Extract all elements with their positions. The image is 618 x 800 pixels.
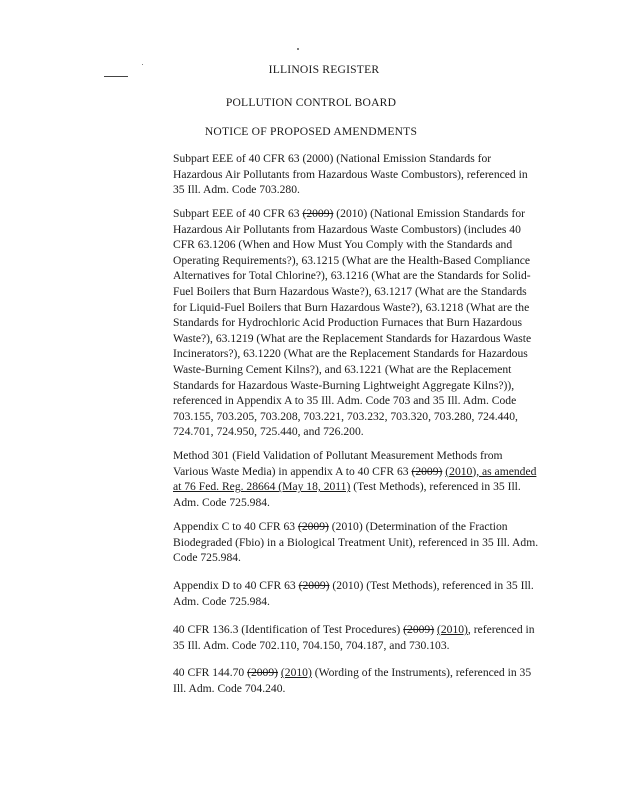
register-title: ILLINOIS REGISTER [268,63,380,76]
paragraph-text: Appendix D to 40 CFR 63 [173,579,299,592]
paragraph-text: (Test Methods), referenced in 35 Ill. Adm. Code 725.984. [173,480,521,509]
paragraph-text: Subpart EEE of 40 CFR 63 (2000) (National Emission Standards for Hazardous Air Pollutants from Hazardous Waste Combustors), referenced in 35 Ill. Adm. Code 703.280. [173,152,528,197]
paragraph-text: (2010) (Test Methods), referenced in 35 Ill. Adm. Code 725.984. [173,579,534,608]
scan-speck [297,48,299,50]
reference-paragraph [173,578,539,609]
board-name: POLLUTION CONTROL BOARD [225,96,397,109]
paragraph-text: (Wording of the Instruments), referenced in 35 Ill. Adm. Code 704.240. [173,666,532,695]
deleted-text: (2009) [297,520,329,533]
paragraph-text: Subpart EEE of 40 CFR 63 [173,207,303,220]
reference-paragraph [173,448,539,510]
deleted-text: (2009) [302,207,334,220]
deleted-text: (2009) [298,579,330,592]
reference-paragraph [173,519,539,566]
deleted-text: (2009) [411,464,443,478]
paragraph-text: Method 301 (Field Validation of Pollutant Measurement Methods from Various Waste Media) in appendix A to 40 CFR 63 [173,449,503,478]
paragraph-text: 40 CFR 144.70 [173,666,248,679]
reference-paragraph [173,151,539,198]
paragraph-text: (2010) (Determination of the Fraction Biodegraded (Fbio) in a Biological Treatment Unit), referenced in 35 Ill. Adm. Code 725.984. [173,520,539,565]
paragraph-text: 40 CFR 136.3 (Identification of Test Procedures) [173,623,404,636]
inserted-text: (2010) [280,666,312,679]
reference-paragraph [173,206,539,440]
inserted-text: (2010), as amended at 76 Fed. Reg. 28664 (May 18, 2011) [173,464,537,494]
paragraph-text: Appendix C to 40 CFR 63 [173,520,298,533]
paragraph-text: , referenced in 35 Ill. Adm. Code 702.110, 704.150, 704.187, and 730.103. [173,623,535,652]
notice-title: NOTICE OF PROPOSED AMENDMENTS [204,125,418,138]
reference-paragraph [173,665,539,696]
deleted-text: (2009) [247,666,279,679]
inserted-text: (2010) [437,623,468,636]
paragraph-text: (2010) (National Emission Standards for Hazardous Air Pollutants from Hazardous Waste Combustors) (includes 40 CFR 63.1206 (When and How Must You Comply with the Standards and Operating Requirements?), 63.1215 (What are the Health-Based Compliance Alternatives for Total Chlorine?), 63.1216 (What are the Standards for Solid-Fuel Boilers that Burn Hazardous Waste?), 63.1217 (What are the Standards for Liquid-Fuel Boilers that Burn Hazardous Waste?), 63.1218 (What are the Standards for Hydrochloric Acid Production Furnaces that Burn Hazardous Waste?), 63.1219 (What are the Replacement Standards for Hazardous Waste Incinerators?), 63.1220 (What are the Replacement Standards for Hazardous Waste-Burning Cement Kilns?), and 63.1221 (What are the Replacement Standards for Hazardous Waste-Burning Lightweight Aggregate Kilns?)), referenced in Appendix A to 35 Ill. Adm. Code 703 and 35 Ill. Adm. Code 703.155, 703.205, 703.208, 703.221, 703.232, 703.320, 703.280, 724.440, 724.701, 724.950, 725.440, and 726.200. [173,207,532,439]
deleted-text: (2009) [403,623,435,636]
reference-paragraph [173,622,539,653]
